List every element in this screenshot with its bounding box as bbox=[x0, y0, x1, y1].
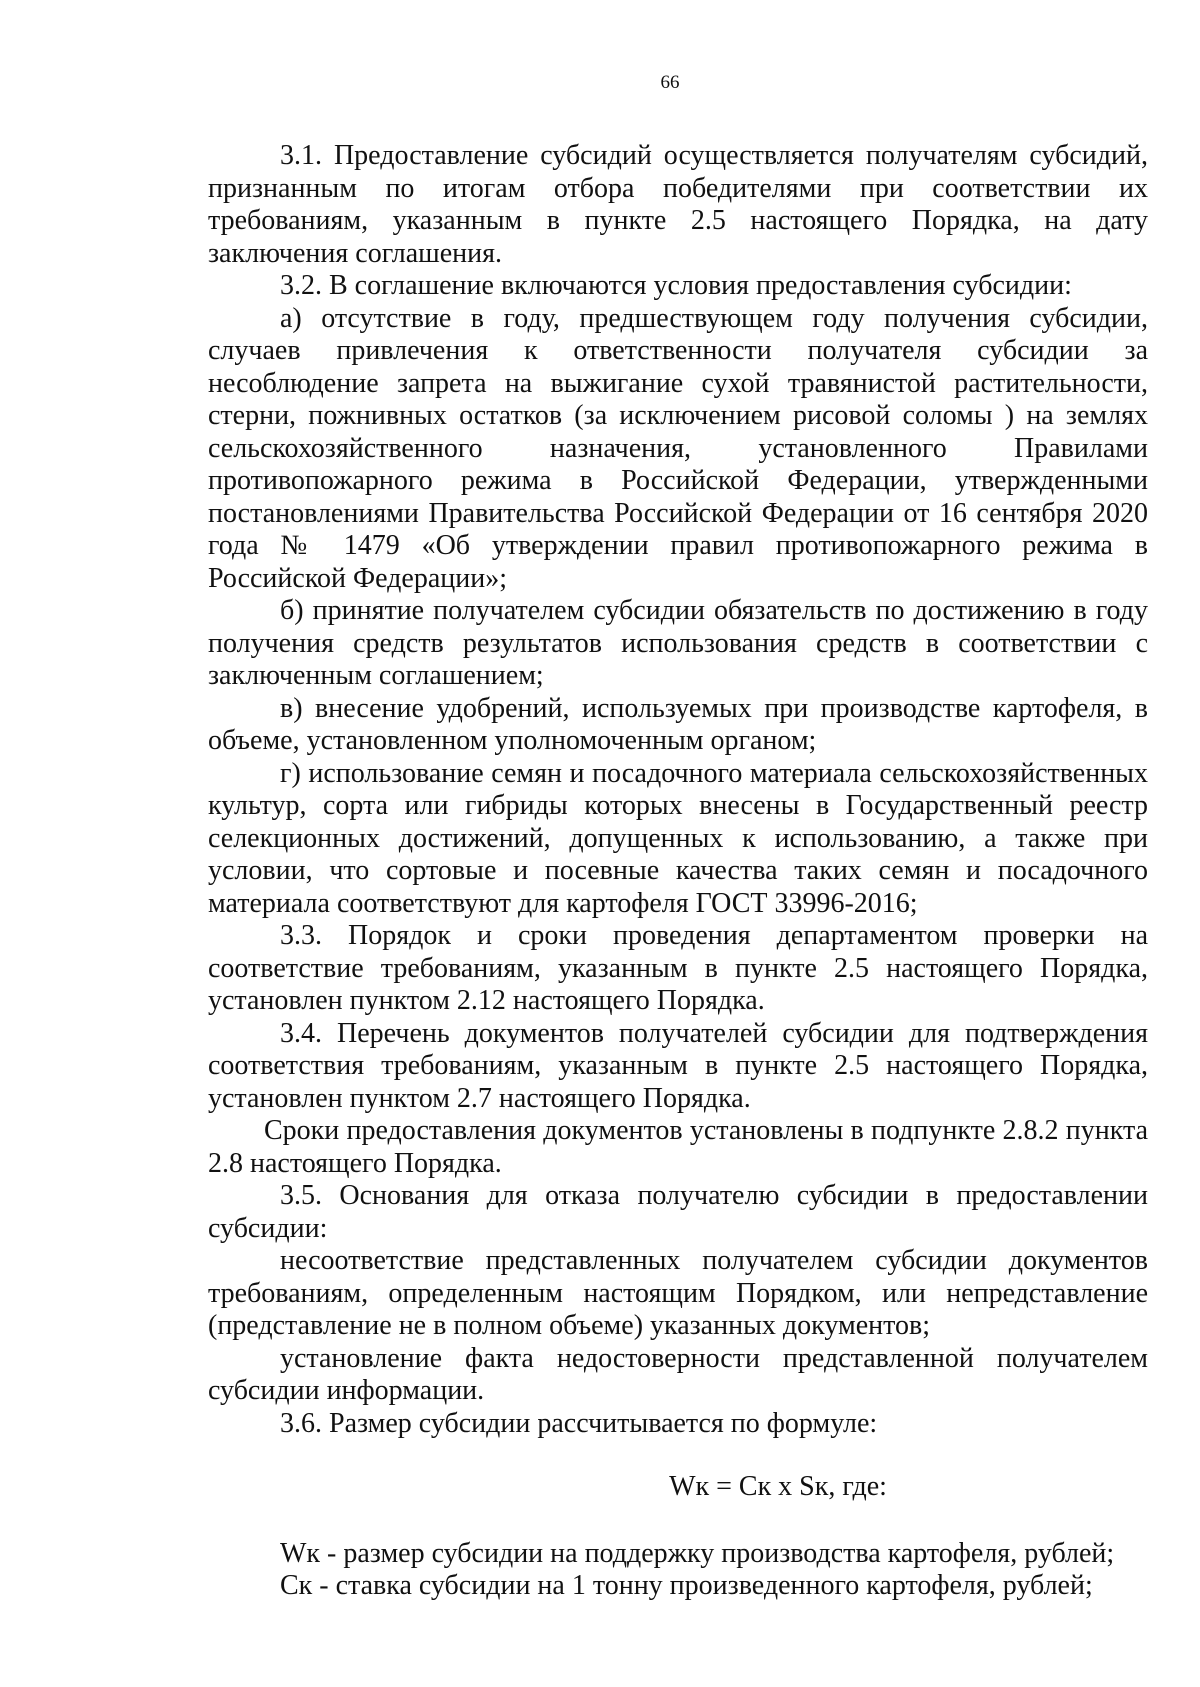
paragraph-3-2-g: г) использование семян и посадочного материала сельскохозяйственных культур, сорта или гибриды которых внесены в Государственный реестр селекционных достижений, допущенных к использованию, а также при условии, что сортовые и посевные качества таких семян и посадочного материала соответствуют для картофеля ГОСТ 33996-2016; bbox=[208, 757, 1148, 919]
page-number: 66 bbox=[660, 72, 680, 93]
definition-ck: Ск - ставка субсидии на 1 тонну произведенного картофеля, рублей; bbox=[280, 1570, 1093, 1601]
paragraph-3-6: 3.6. Размер субсидии рассчитывается по формуле: bbox=[280, 1407, 878, 1439]
paragraph-deadlines: Сроки предоставления документов установлены в подпункте 2.8.2 пункта 2.8 настоящего Порядка. bbox=[208, 1115, 1148, 1179]
paragraph-3-4: 3.4. Перечень документов получателей субсидии для подтверждения соответствия требованиям, указанным в пункте 2.5 настоящего Порядка, установлен пунктом 2.7 настоящего Порядка. bbox=[208, 1017, 1148, 1114]
paragraph-refusal-reason-1: несоответствие представленных получателем субсидии документов требованиям, определенным настоящим Порядком, или непредставление (представление не в полном объеме) указанных документов; bbox=[208, 1245, 1148, 1341]
paragraph-3-3: 3.3. Порядок и сроки проведения департаментом проверки на соответствие требованиям, указанным в пункте 2.5 настоящего Порядка, установлен пунктом 2.12 настоящего Порядка. bbox=[208, 920, 1148, 1016]
definition-wk: Wк - размер субсидии на поддержку производства картофеля, рублей; bbox=[280, 1537, 1115, 1569]
formula: Wк = Ск х Sк, где: bbox=[669, 1471, 887, 1502]
paragraph-3-2: 3.2. В соглашение включаются условия предоставления субсидии: bbox=[280, 270, 1072, 301]
paragraph-3-5: 3.5. Основания для отказа получателю субсидии в предоставлении субсидии: bbox=[208, 1180, 1148, 1244]
document-body bbox=[208, 140, 1148, 1603]
paragraph-3-2-v: в) внесение удобрений, используемых при производстве картофеля, в объеме, установленном уполномоченным органом; bbox=[208, 692, 1148, 756]
paragraph-refusal-reason-2: установление факта недостоверности представленной получателем субсидии информации. bbox=[208, 1342, 1148, 1406]
paragraph-3-2-b: б) принятие получателем субсидии обязательств по достижению в году получения средств результатов использования средств в соответствии с заключенным соглашением; bbox=[208, 595, 1148, 691]
paragraph-3-2-a: а) отсутствие в году, предшествующем году получения субсидии, случаев привлечения к ответственности получателя субсидии за несоблюдение запрета на выжигание сухой травянистой растительности, стерни, пожнивных остатков (за исключением рисовой соломы ) на землях сельскохозяйственного назначения, установленного Правилами противопожарного режима в Российской Федерации, утвержденными постановлениями Правительства Российской Федерации от 16 сентября 2020 года № 1479 «Об утверждении правил противопожарного режима в Российской Федерации»; bbox=[208, 302, 1148, 594]
paragraph-3-1: 3.1. Предоставление субсидий осуществляется получателям субсидий, признанным по итогам отбора победителями при соответствии их требованиям, указанным в пункте 2.5 настоящего Порядка, на дату заключения соглашения. bbox=[208, 140, 1148, 269]
